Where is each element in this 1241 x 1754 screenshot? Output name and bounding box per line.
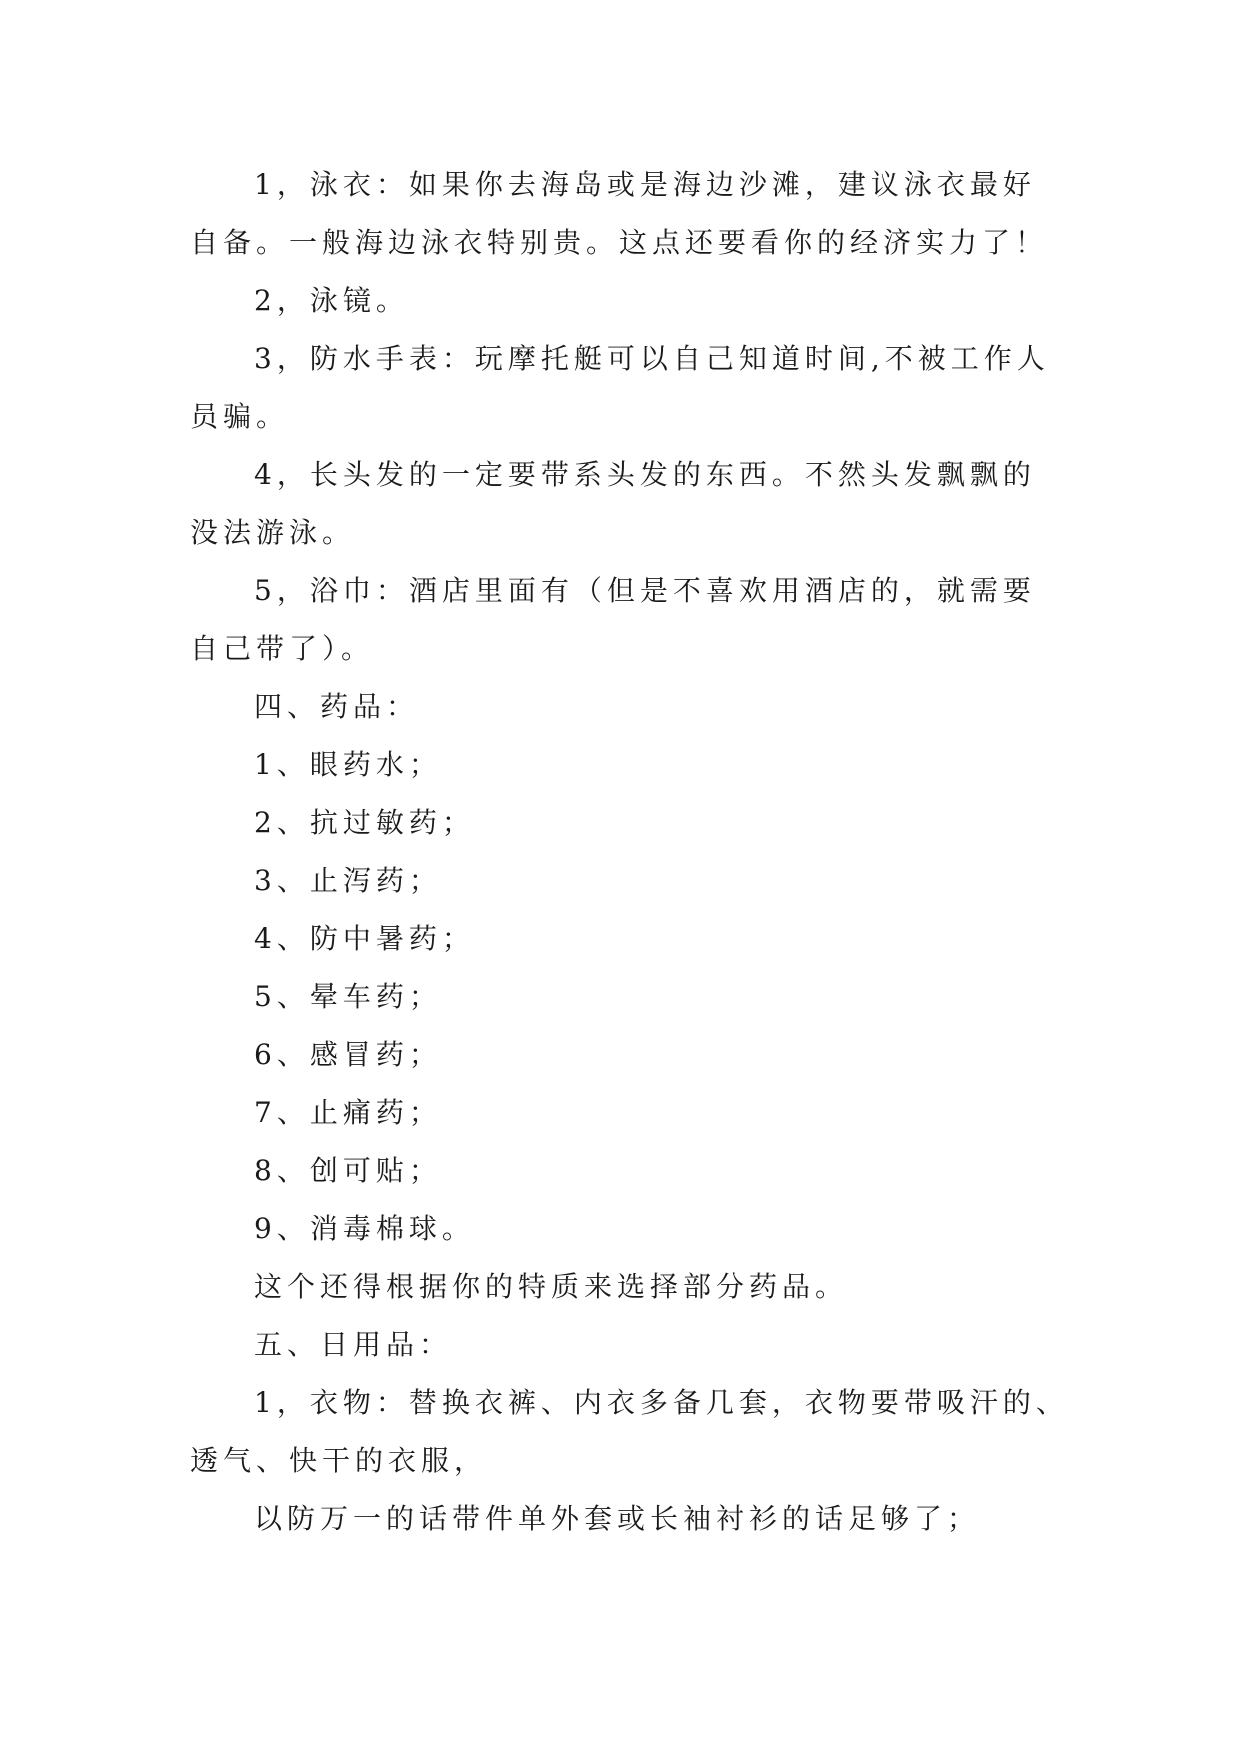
section-heading: 五、日用品： [254, 1328, 453, 1361]
paragraph-line: 3，防水手表：玩摩托艇可以自己知道时间,不被工作人 [254, 342, 1050, 375]
list-item: 7、止痛药； [254, 1096, 442, 1129]
paragraph-line: 这个还得根据你的特质来选择部分药品。 [254, 1270, 849, 1303]
paragraph-line: 没法游泳。 [190, 516, 356, 549]
list-item: 1、眼药水； [254, 748, 442, 781]
list-item: 5、晕车药； [254, 980, 442, 1013]
paragraph-line: 4，长头发的一定要带系头发的东西。不然头发飘飘的 [254, 458, 1036, 491]
paragraph-line: 自备。一般海边泳衣特别贵。这点还要看你的经济实力了！ [190, 226, 1049, 259]
paragraph-line: 2，泳镜。 [254, 284, 409, 317]
paragraph-line: 5，浴巾：酒店里面有（但是不喜欢用酒店的，就需要 [254, 574, 1036, 607]
paragraph-line: 以防万一的话带件单外套或长袖衬衫的话足够了； [254, 1502, 981, 1535]
paragraph-line: 透气、快干的衣服， [190, 1444, 488, 1477]
list-item: 4、防中暑药； [254, 922, 475, 955]
paragraph-line: 1，衣物：替换衣裤、内衣多备几套，衣物要带吸汗的、 [254, 1386, 1069, 1419]
section-heading: 四、药品： [254, 690, 420, 723]
list-item: 9、消毒棉球。 [254, 1212, 475, 1245]
list-item: 3、止泻药； [254, 864, 442, 897]
paragraph-line: 自己带了）。 [190, 632, 375, 665]
paragraph-line: 员骗。 [190, 400, 290, 433]
document-body [190, 156, 1069, 1548]
paragraph-line: 1，泳衣：如果你去海岛或是海边沙滩，建议泳衣最好 [254, 168, 1036, 201]
list-item: 8、创可贴； [254, 1154, 442, 1187]
list-item: 2、抗过敏药； [254, 806, 475, 839]
list-item: 6、感冒药； [254, 1038, 442, 1071]
